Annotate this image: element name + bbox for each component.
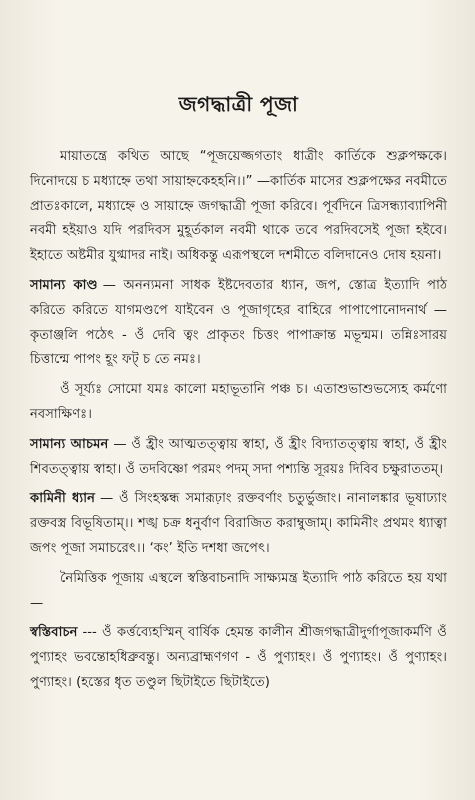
paragraph-text: মায়াতন্ত্রে কথিত আছে “পূজয়েজ্জগতাং ধাত্রীং কার্তিকে শুক্লপক্ষকে। দিনোদয়ে চ মধ্যাহ্নে তথা সায়াহ্নকেহহনি।।” —কার্তিক মাসের শুক্লপক্ষের নবমীতে প্রাতঃকালে, মধ্যাহ্নে ও সায়াহ্নে জগদ্ধাত্রী পূজা করিবে। পূর্বদিনে ত্রিসন্ধ্যাব্যাপিনী নবমী হইয়াও যদি পরদিবস মুহূর্তকাল নবমী থাকে তবে পরদিবসেই পূজা হইবে। ইহাতে অষ্টমীর যুগ্মাদর নাই। অধিকন্তু এরূপস্থলে দশমীতে বলিদানেও দোষ হয়না। <box>30 149 447 264</box>
paragraph-text: --- ওঁ কর্ত্তব্যেহস্মিন্‌ বার্ষিক হেমন্ত কালীন শ্রীজগদ্ধাত্রীদুর্গাপূজাকর্মণি ওঁ পুণ্যাহং ভবন্তোহধিব্রুবন্তু। অন্যব্রাহ্মণগণ - ওঁ পুণ্যাহং। ওঁ পুণ্যাহং। ওঁ পুণ্যাহং। পুণ্যাহং। (হস্তের ধৃত তণ্ডুল ছিটাইতে ছিটাইতে) <box>30 625 447 690</box>
paragraph-surya-mantra <box>30 378 447 428</box>
paragraph-swastibachan <box>30 621 447 695</box>
page-title: জগদ্ধাত্রী পূজা <box>178 92 299 116</box>
paragraph-samanya-kanda <box>30 274 447 373</box>
section-heading: সামান্য আচমন <box>30 436 109 452</box>
paragraph-naimittik <box>30 567 447 617</box>
paragraph-text: — ওঁ হ্রীং আত্মতত্ত্বায় স্বাহা, ওঁ হ্রীং বিদ্যাতত্ত্বায় স্বাহা, ওঁ হ্রীং শিবতত্ত্বায় স্বাহা। ওঁ তদবিষ্ণো পরমং পদম্‌ সদা পশ্যন্তি সূরয়ঃ দিবিব চক্ষুরাততম্‌। <box>30 436 447 477</box>
paragraph-text: — অনন্যমনা সাধক ইষ্টদেবতার ধ্যান, জপ, স্তোত্র ইত্যাদি পাঠ করিতে করিতে যাগমণ্ডপে যাইবেন ও পূজাগৃহের বাহিরে পাপাপোনোদনার্থ — কৃতাঞ্জলি পঠেৎ - ওঁ দেবি ত্বং প্রাকৃতং চিত্তং পাপাক্রান্ত মভূন্মম। তন্নিঃসারয় চিত্তান্মে পাপং হূং ফট্‌ চ তে নমঃ। <box>30 277 448 368</box>
paragraph-text: ওঁ সূর্য্যঃ সোমো যমঃ কালো মহাভূতানি পঞ্চ চ। এতাশুভাশুভস্যেহ কর্মণো নবসাক্ষিণঃ। <box>30 382 447 422</box>
paragraph-intro <box>30 145 447 269</box>
paragraph-kamini-dhyan <box>30 487 447 561</box>
show-through-text <box>0 0 475 104</box>
paragraph-samanya-achaman <box>30 433 447 483</box>
paragraph-text: — ওঁ সিংহস্কন্ধ সমারূঢ়াং রক্তবর্ণাং চতুর্ভুজাং। নানালঙ্কার ভূষাঢ্যাং রক্তবস্ত্র বিভূষিতাম্‌।। শঙ্খ চক্র ধনুর্বাণ বিরাজিত করাম্বুজাম্‌। কামিনীং প্রথমং ধ্যাত্বা জপং পূজা সমাচরেৎ।। ‘কং’ ইতি দশধা জপেৎ। <box>30 491 448 556</box>
page-content <box>30 90 447 701</box>
section-heading: কামিনী ধ্যান <box>30 491 95 507</box>
section-heading: সামান্য কাণ্ড <box>30 277 98 293</box>
paragraph-text: নৈমিত্তিক পূজায় এস্থলে স্বস্তিবাচনাদি সাক্ষ্যমন্ত্র ইত্যাদি পাঠ করিতে হয় যথা — <box>30 570 447 611</box>
section-heading: স্বস্তিবাচন <box>30 625 78 641</box>
